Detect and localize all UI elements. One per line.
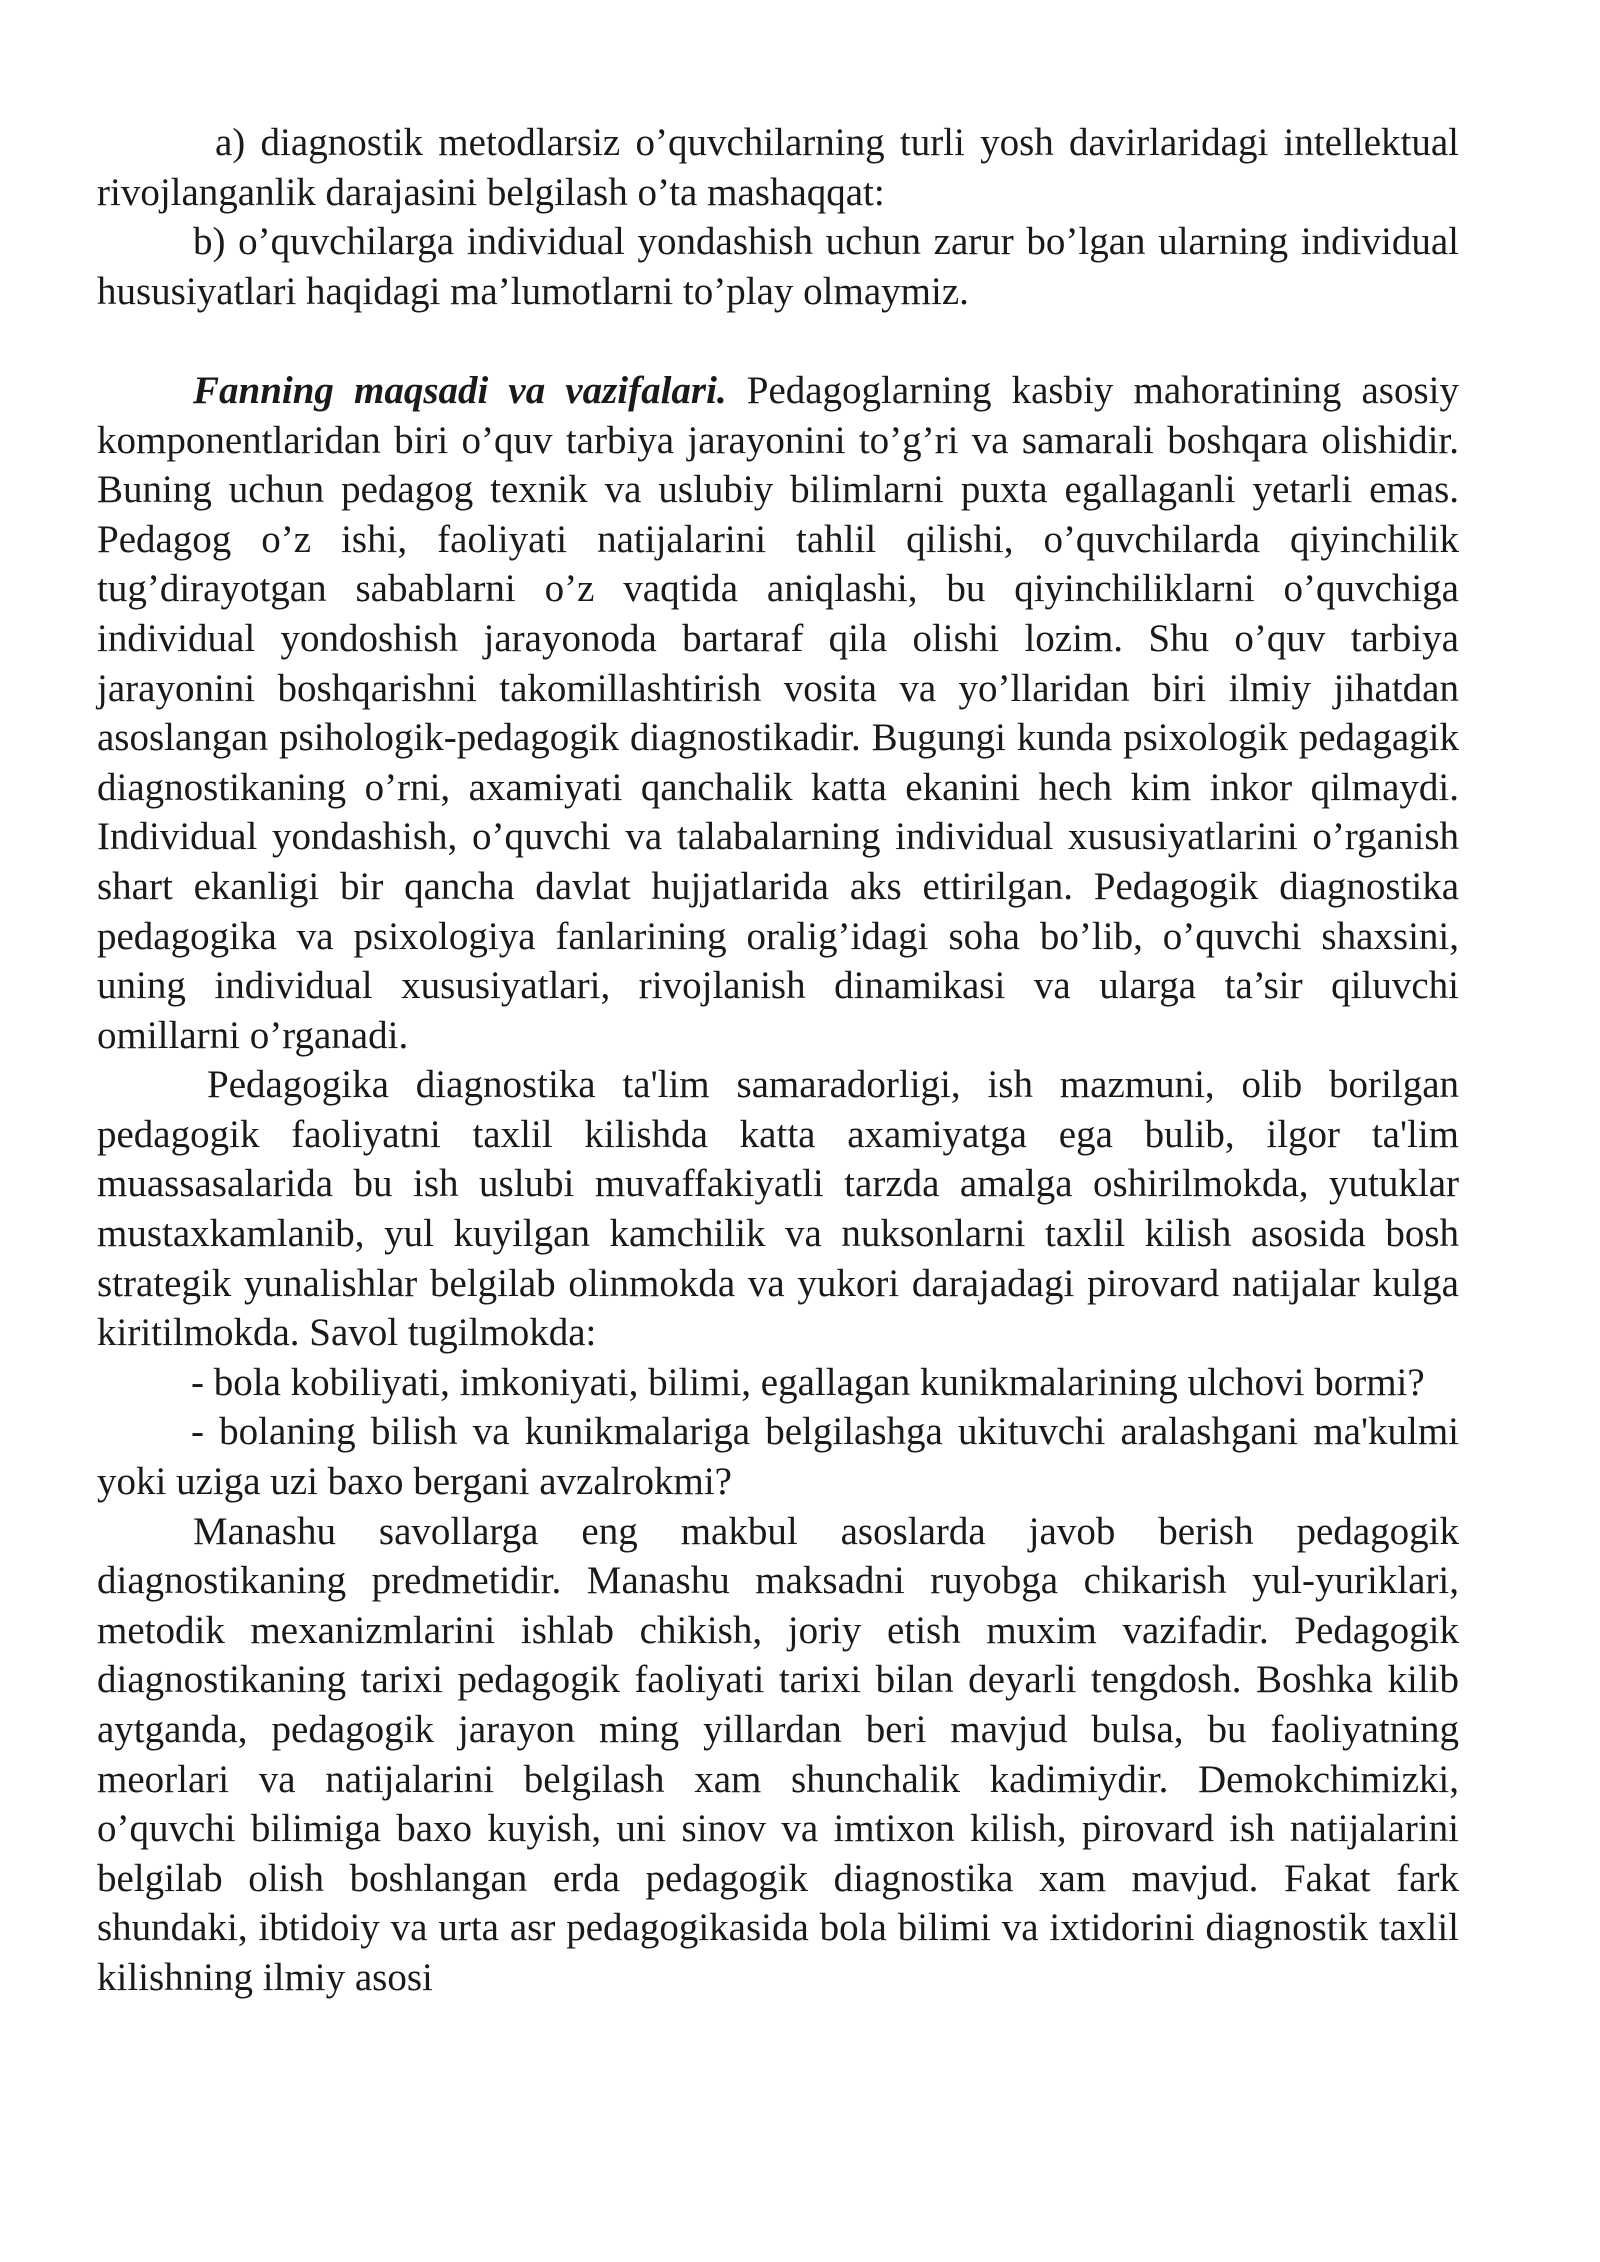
paragraph-goals: [97, 366, 1459, 1060]
document-page: [97, 118, 1459, 2003]
question-item-2: - bolaning bilish va kunikmalariga belgilashga ukituvchi aralashgani ma'kulmi yoki uziga uzi baxo bergani avzalrokmi?: [97, 1410, 1459, 1504]
paragraph-diagnostics: Pedagogika diagnostika ta'lim samaradorligi, ish mazmuni, olib borilgan pedagogik faoliyatni taxlil kilishda katta axamiyatga ega bulib, ilgor ta'lim muassasalarida bu ish uslubi muvaffakiyatli tarzda amalga oshirilmokda, yutuklar mustaxkamlanib, yul kuyilgan kamchilik va nuksonlarni taxlil kilish asosida bosh strategik yunalishlar belgilab olinmokda va yukori darajadagi pirovard natijalar kulga kiritilmokda. Savol tugilmokda:: [97, 1063, 1459, 1355]
section-title: Fanning maqsadi va vazifalari.: [193, 368, 727, 412]
paragraph-item-a: a) diagnostik metodlarsiz o’quvchilarning turli yosh davirlaridagi intellektual rivojlanganlik darajasini belgilash o’ta mashaqqat:: [97, 121, 1459, 214]
question-item-1: - bola kobiliyati, imkoniyati, bilimi, egallagan kunikmalarining ulchovi bormi?: [191, 1360, 1425, 1404]
paragraph-subject: Manashu savollarga eng makbul asoslarda javob berish pedagogik diagnostikaning predmetidir. Manashu maksadni ruyobga chikarish yul-yuriklari, metodik mexanizmlarini ishlab chikish, joriy etish muxim vazifadir. Pedagogik diagnostikaning tarixi pedagogik faoliyati tarixi bilan deyarli tengdosh. Boshka kilib aytganda, pedagogik jarayon ming yillardan beri mavjud bulsa, bu faoliyatning meorlari va natijalarini belgilash xam shunchalik kadimiydir. Demokchimizki, o’quvchi bilimiga baxo kuyish, uni sinov va imtixon kilish, pirovard ish natijalarini belgilab olish boshlangan erda pedagogik diagnostika xam mavjud. Fakat fark shundaki, ibtidoiy va urta asr pedagogikasida bola bilimi va ixtidorini diagnostik taxlil kilishning ilmiy asosi: [97, 1509, 1459, 1999]
paragraph-goals-text: Pedagoglarning kasbiy mahoratining asosiy komponentlaridan biri o’quv tarbiya jarayonini to’g’ri va samarali boshqara olishidir. Buning uchun pedagog texnik va uslubiy bilimlarni puxta egallaganli yetarli emas. Pedagog o’z ishi, faoliyati natijalarini tahlil qilishi, o’quvchilarda qiyinchilik tug’dirayotgan sabablarni o’z vaqtida aniqlashi, bu qiyinchiliklarni o’quvchiga individual yondoshish jarayonoda bartaraf qila olishi lozim. Shu o’quv tarbiya jarayonini boshqarishni takomillashtirish vosita va yo’llaridan biri ilmiy jihatdan asoslangan psihologik-pedagogik diagnostikadir. Bugungi kunda psixologik pedagagik diagnostikaning o’rni, axamiyati qanchalik katta ekanini hech kim inkor qilmaydi. Individual yondashish, o’quvchi va talabalarning individual xususiyatlarini o’rganish shart ekanligi bir qancha davlat hujjatlarida aks ettirilgan. Pedagogik diagnostika pedagogika va psixologiya fanlarining oralig’idagi soha bo’lib, o’quvchi shaxsini, uning individual xususiyatlari, rivojlanish dinamikasi va ularga ta’sir qiluvchi omillarni o’rganadi.: [97, 368, 1459, 1057]
paragraph-item-b: b) o’quvchilarga individual yondashish uchun zarur bo’lgan ularning individual hususiyatlari haqidagi ma’lumotlarni to’play olmaymiz.: [97, 220, 1459, 313]
